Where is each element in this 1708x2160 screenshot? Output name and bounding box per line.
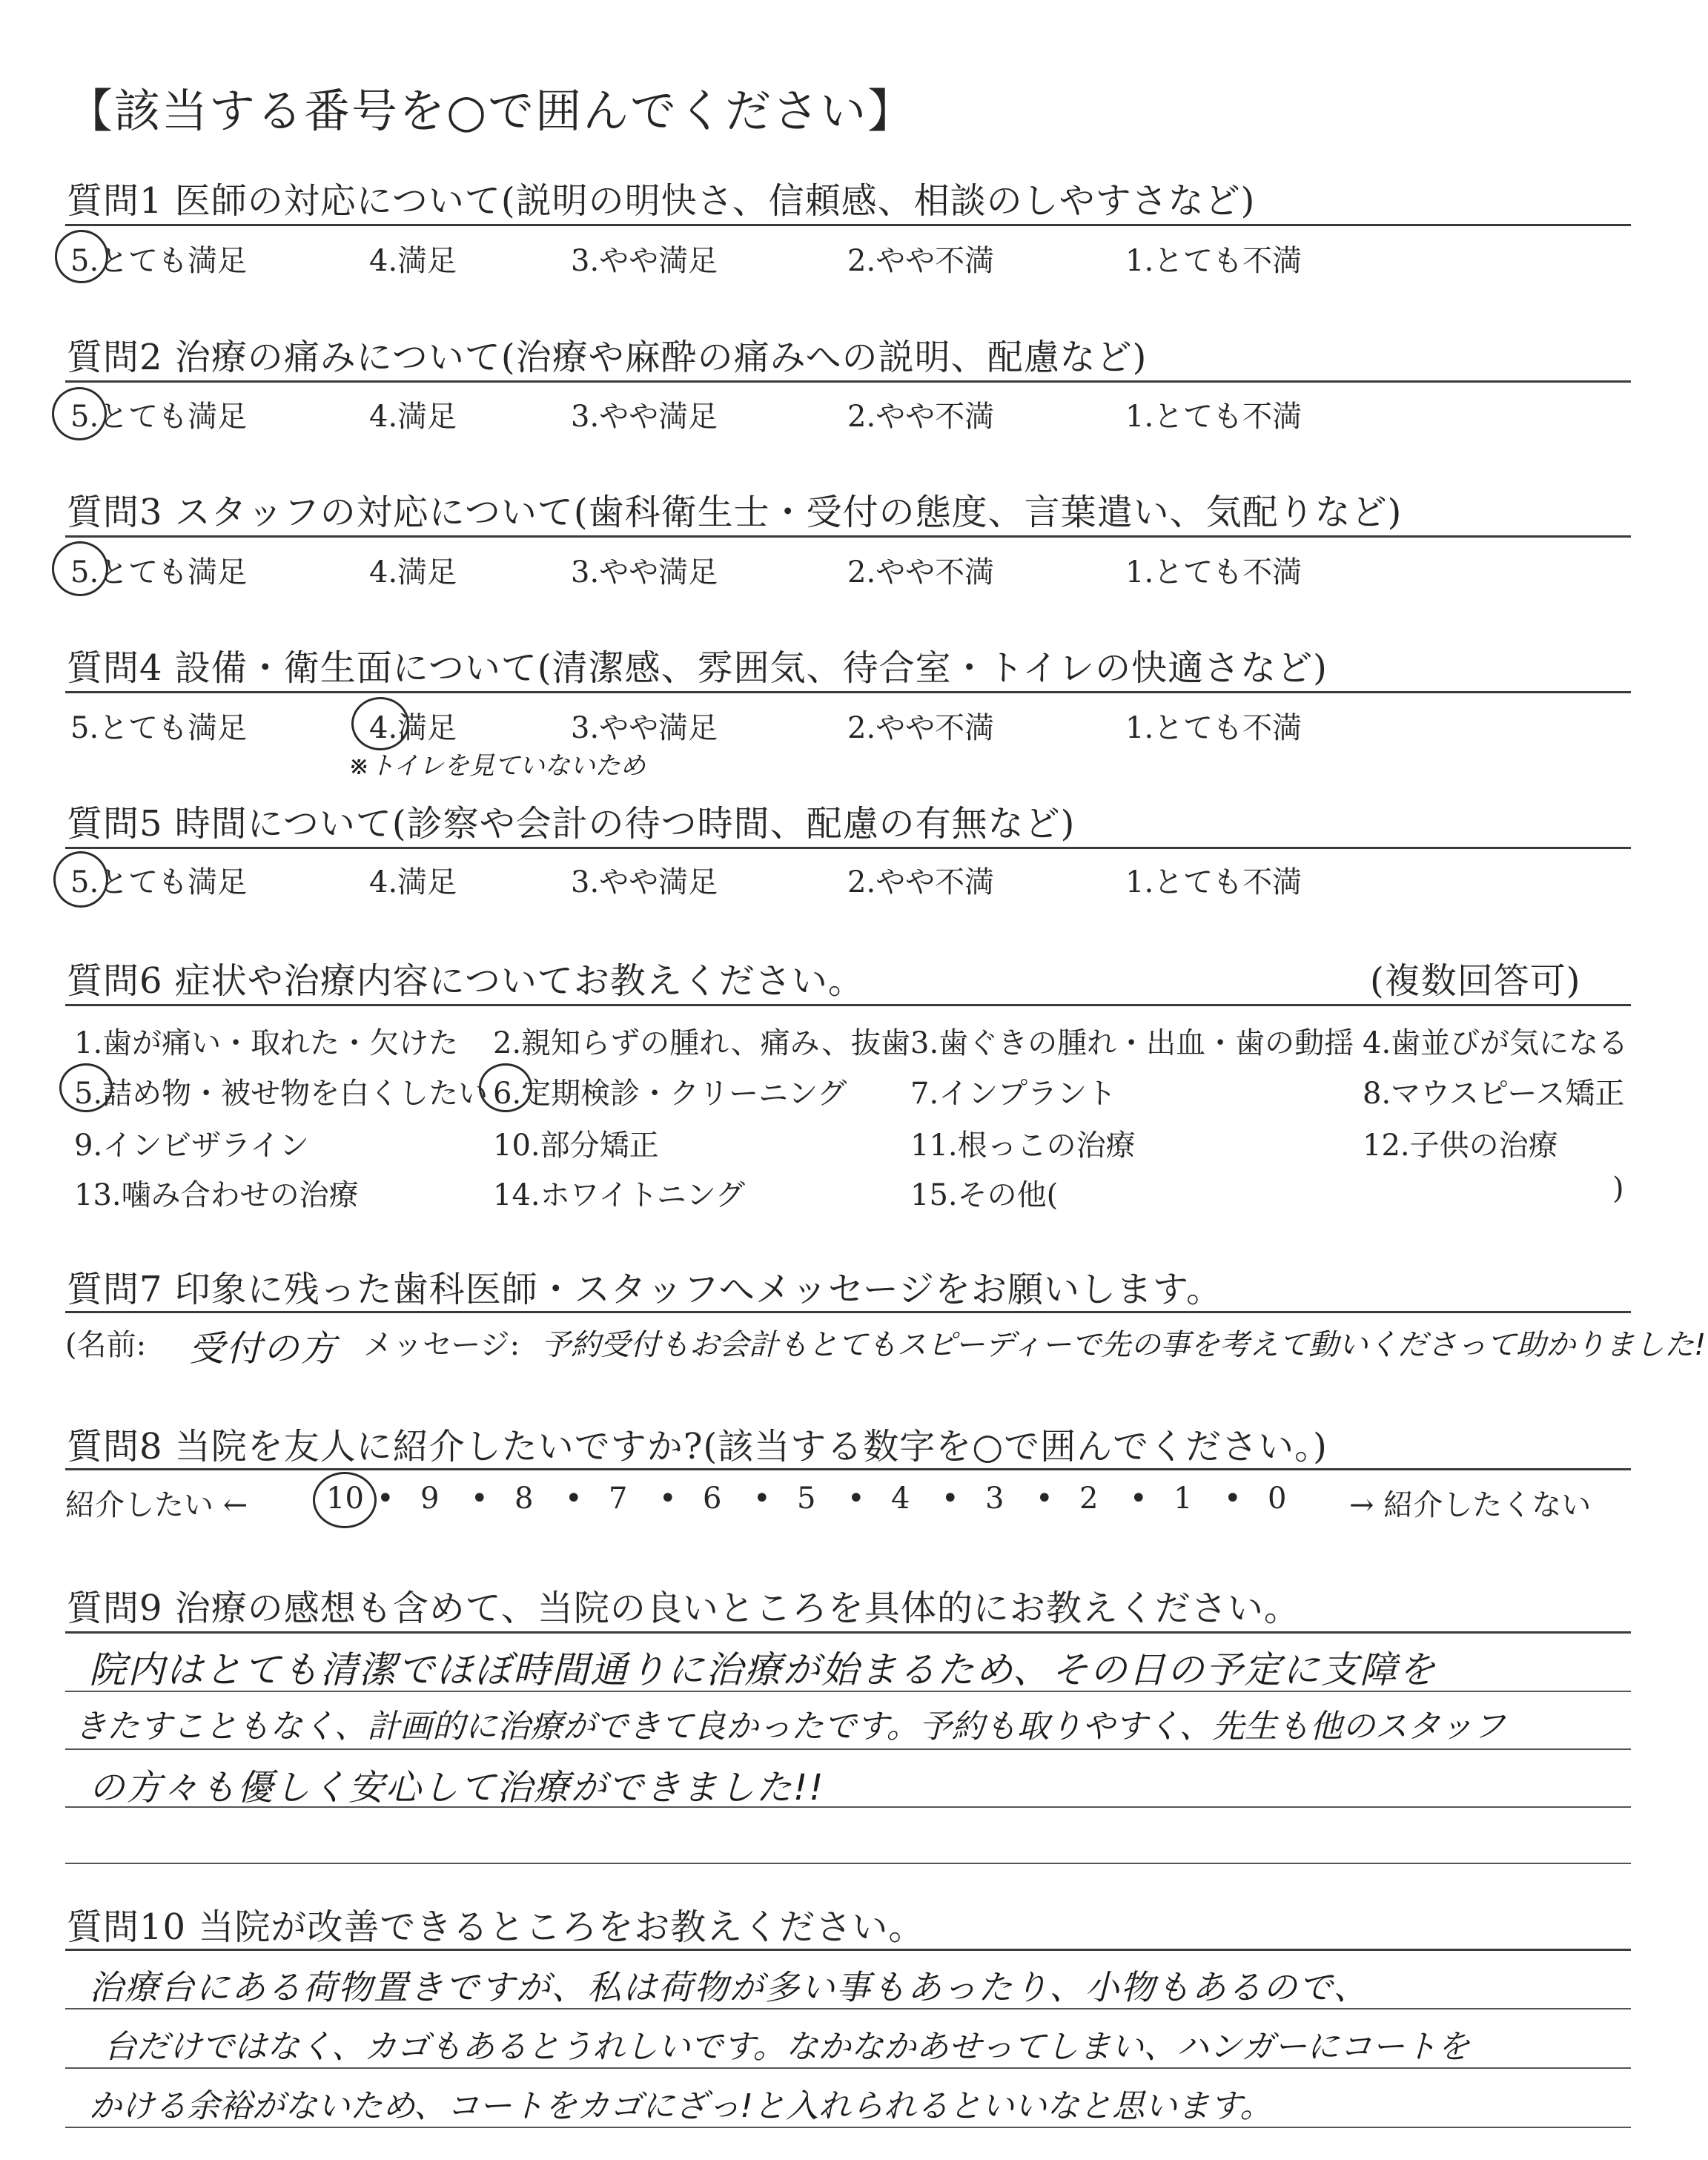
divider <box>65 380 1631 383</box>
answer-line <box>65 1748 1631 1750</box>
q6-option[interactable]: 4.歯並びが気になる <box>1363 1026 1629 1060</box>
divider <box>65 1631 1631 1634</box>
q6-option[interactable]: 15.その他( <box>910 1178 1059 1212</box>
q3-option-1[interactable]: 1.とても不満 <box>1125 555 1302 589</box>
q6-option[interactable]: 6.定期検診・クリーニング <box>493 1077 847 1111</box>
divider <box>65 535 1631 538</box>
scale-separator-dot: • <box>1224 1482 1242 1516</box>
question-1-title: 質問1 医師の対応について(説明の明快さ、信頼感、相談のしやすさなど) <box>67 180 1256 222</box>
scale-value-3[interactable]: 3 <box>985 1482 1004 1516</box>
message-value[interactable]: 予約受付もお会計もとてもスピーディーで先の事を考えて動いくださって助かりました! <box>541 1328 1707 1362</box>
selection-circle <box>55 230 108 283</box>
q9-answer-line[interactable]: きたすこともなく、計画的に治療ができて良かったです。予約も取りやすく、先生も他のスタッフ <box>74 1708 1506 1745</box>
question-3-title: 質問3 スタッフの対応について(歯科衛生士・受付の態度、言葉遣い、気配りなど) <box>67 492 1403 533</box>
q6-option[interactable]: 5.詰め物・被せ物を白くしたい <box>74 1077 489 1111</box>
scale-value-8[interactable]: 8 <box>514 1482 534 1516</box>
question-9-title: 質問9 治療の感想も含めて、当院の良いところを具体的にお教えください。 <box>67 1588 1300 1629</box>
selection-circle <box>52 541 108 596</box>
question-8-title: 質問8 当院を友人に紹介したいですか?(該当する数字を○で囲んでください。) <box>67 1426 1328 1467</box>
q5-option-4[interactable]: 4.満足 <box>369 865 457 899</box>
q6-option[interactable]: 10.部分矯正 <box>493 1129 659 1163</box>
q5-option-1[interactable]: 1.とても不満 <box>1125 865 1302 899</box>
scale-separator-dot: • <box>753 1482 771 1516</box>
q10-answer-line[interactable]: 治療台にある荷物置きですが、私は荷物が多い事もあったり、小物もあるので、 <box>89 1967 1369 2007</box>
divider <box>65 1311 1631 1313</box>
q2-option-3[interactable]: 3.やや満足 <box>571 400 718 434</box>
q9-answer-line[interactable]: 院内はとても清潔でほぼ時間通りに治療が始まるため、その日の予定に支障を <box>89 1648 1437 1691</box>
scale-value-10[interactable]: 10 <box>326 1482 364 1516</box>
multiple-answers-note: (複数回答可) <box>1370 960 1581 1002</box>
recommend-left-label: 紹介したい ← <box>65 1488 248 1522</box>
scale-value-7[interactable]: 7 <box>609 1482 628 1516</box>
q4-option-1[interactable]: 1.とても不満 <box>1125 711 1302 745</box>
q6-option[interactable]: 14.ホワイトニング <box>493 1178 746 1212</box>
answer-line <box>65 2127 1631 2128</box>
q3-option-2[interactable]: 2.やや不満 <box>847 555 995 589</box>
q1-option-2[interactable]: 2.やや不満 <box>847 244 995 278</box>
recommend-right-label: → 紹介したくない <box>1349 1488 1592 1522</box>
q3-option-3[interactable]: 3.やや満足 <box>571 555 718 589</box>
question-2-title: 質問2 治療の痛みについて(治療や麻酔の痛みへの説明、配慮など) <box>67 337 1148 378</box>
answer-line <box>65 1863 1631 1864</box>
q6-option[interactable]: 7.インプラント <box>910 1077 1117 1111</box>
q10-answer-line[interactable]: 台だけではなく、カゴもあるとうれしいです。なかなかあせってしまい、ハンガーにコートを <box>104 2028 1470 2066</box>
q4-option-2[interactable]: 2.やや不満 <box>847 711 995 745</box>
question-5-title: 質問5 時間について(診察や会計の待つ時間、配慮の有無など) <box>67 803 1076 845</box>
q4-option-5[interactable]: 5.とても満足 <box>70 711 248 745</box>
name-value[interactable]: 受付の方 <box>189 1328 338 1370</box>
question-6-title: 質問6 症状や治療内容についてお教えください。 <box>67 960 864 1002</box>
recommend-scale <box>326 1482 1305 1519</box>
divider <box>65 691 1631 693</box>
scale-value-4[interactable]: 4 <box>891 1482 910 1516</box>
question-10-title: 質問10 当院が改善できるところをお教えください。 <box>67 1906 925 1948</box>
q2-option-4[interactable]: 4.満足 <box>369 400 457 434</box>
answer-line <box>65 2067 1631 2069</box>
selection-circle <box>351 697 409 750</box>
scale-separator-dot: • <box>1130 1482 1148 1516</box>
q6-option[interactable]: 1.歯が痛い・取れた・欠けた <box>74 1026 459 1060</box>
q6-option[interactable]: 2.親知らずの腫れ、痛み、抜歯 <box>493 1026 910 1060</box>
scale-value-2[interactable]: 2 <box>1079 1482 1099 1516</box>
q3-option-4[interactable]: 4.満足 <box>369 555 457 589</box>
scale-value-6[interactable]: 6 <box>703 1482 722 1516</box>
question-7-title: 質問7 印象に残った歯科医師・スタッフへメッセージをお願いします。 <box>67 1269 1223 1310</box>
q4-handwritten-note: ※トイレを見ていないため <box>348 751 646 781</box>
q1-option-3[interactable]: 3.やや満足 <box>571 244 718 278</box>
scale-separator-dot: • <box>941 1482 959 1516</box>
selection-circle <box>59 1063 113 1112</box>
q5-option-3[interactable]: 3.やや満足 <box>571 865 718 899</box>
selection-circle <box>313 1472 377 1528</box>
scale-value-0[interactable]: 0 <box>1268 1482 1287 1516</box>
scale-separator-dot: • <box>377 1482 394 1516</box>
divider <box>65 1004 1631 1006</box>
q9-answer-line[interactable]: の方々も優しく安心して治療ができました!! <box>89 1767 825 1809</box>
scale-value-5[interactable]: 5 <box>797 1482 816 1516</box>
scale-separator-dot: • <box>659 1482 677 1516</box>
divider <box>65 224 1631 226</box>
q3-option-5[interactable]: 5.とても満足 <box>70 555 248 589</box>
scale-separator-dot: • <box>565 1482 583 1516</box>
divider <box>65 1468 1631 1470</box>
q6-option[interactable]: 12.子供の治療 <box>1363 1129 1558 1163</box>
q4-option-3[interactable]: 3.やや満足 <box>571 711 718 745</box>
q1-option-5[interactable]: 5.とても満足 <box>70 244 248 278</box>
name-label: (名前: <box>65 1328 147 1362</box>
question-4-title: 質問4 設備・衛生面について(清潔感、雰囲気、待合室・トイレの快適さなど) <box>67 647 1328 689</box>
selection-circle <box>479 1063 532 1112</box>
q10-answer-line[interactable]: かける余裕がないため、コートをカゴにざっ!と入れられるといいなと思います。 <box>89 2087 1273 2125</box>
q6-option[interactable]: 11.根っこの治療 <box>910 1129 1136 1163</box>
q5-option-5[interactable]: 5.とても満足 <box>70 865 248 899</box>
selection-circle <box>52 387 107 440</box>
q6-option[interactable]: 3.歯ぐきの腫れ・出血・歯の動揺 <box>910 1026 1354 1060</box>
q2-option-1[interactable]: 1.とても不満 <box>1125 400 1302 434</box>
scale-value-9[interactable]: 9 <box>420 1482 440 1516</box>
q1-option-4[interactable]: 4.満足 <box>369 244 457 278</box>
q5-option-2[interactable]: 2.やや不満 <box>847 865 995 899</box>
scale-separator-dot: • <box>847 1482 865 1516</box>
scale-value-1[interactable]: 1 <box>1174 1482 1193 1516</box>
q6-option[interactable]: 8.マウスピース矯正 <box>1363 1077 1625 1111</box>
q2-option-5[interactable]: 5.とても満足 <box>70 400 248 434</box>
divider <box>65 1949 1631 1951</box>
q1-option-1[interactable]: 1.とても不満 <box>1125 244 1302 278</box>
q6-option[interactable]: 13.噛み合わせの治療 <box>74 1178 359 1212</box>
q2-option-2[interactable]: 2.やや不満 <box>847 400 995 434</box>
divider <box>65 847 1631 849</box>
scale-separator-dot: • <box>471 1482 489 1516</box>
selection-circle <box>53 851 108 908</box>
message-label: メッセージ: <box>363 1328 520 1362</box>
page-heading: 【該当する番号を○で囲んでください】 <box>67 84 916 138</box>
q6-other-close-paren: ) <box>1612 1172 1624 1206</box>
scale-separator-dot: • <box>1036 1482 1053 1516</box>
q6-option[interactable]: 9.インビザライン <box>74 1129 309 1163</box>
q4-option-4[interactable]: 4.満足 <box>369 711 457 745</box>
